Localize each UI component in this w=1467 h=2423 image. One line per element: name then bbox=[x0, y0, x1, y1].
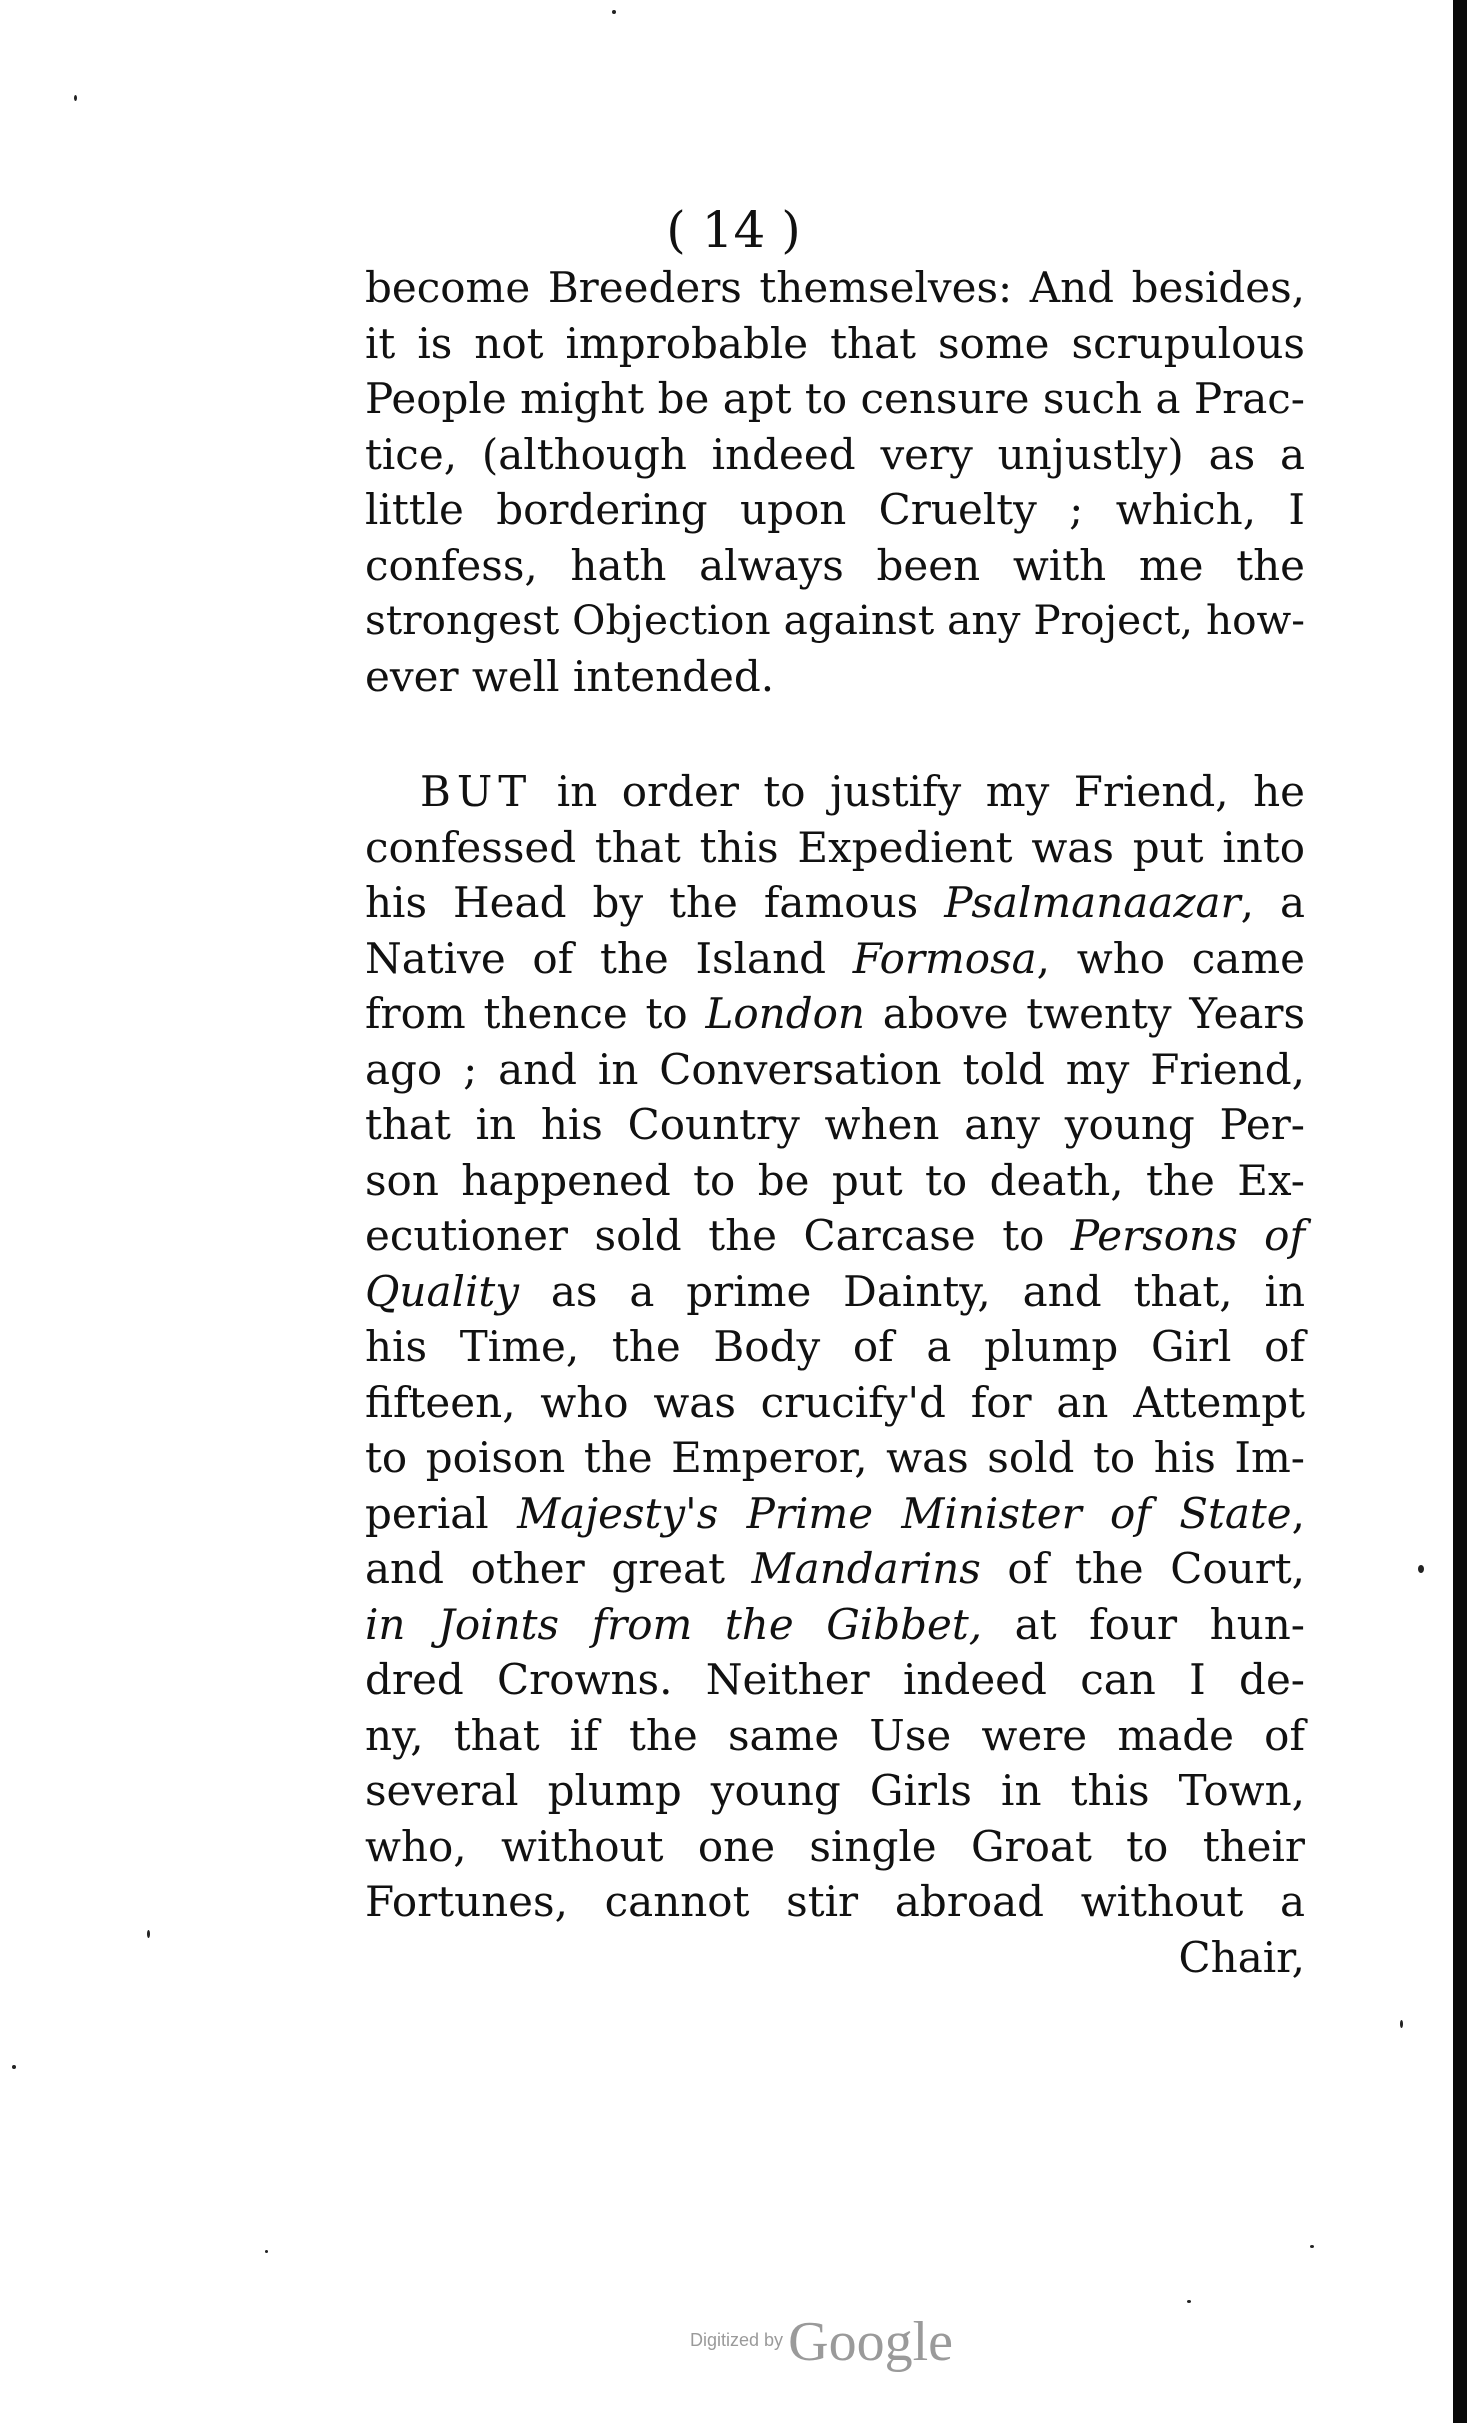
text-run: as a prime Dainty, and that, in bbox=[519, 1266, 1305, 1316]
text-run: that in his Country when any young Per- bbox=[365, 1100, 1305, 1149]
italic-text: Mandarins bbox=[751, 1544, 981, 1593]
text-run: several plump young Girls in this Town, bbox=[365, 1766, 1305, 1815]
text-line bbox=[365, 649, 1305, 705]
text-line bbox=[365, 1763, 1305, 1819]
text-run: his Time, the Body of a plump Girl of bbox=[365, 1322, 1305, 1371]
text-run: from thence to bbox=[365, 989, 706, 1038]
italic-text: Persons of bbox=[1070, 1211, 1305, 1260]
text-run: BUT bbox=[420, 767, 533, 816]
text-line bbox=[365, 538, 1305, 594]
text-run: Fortunes, cannot stir abroad without a bbox=[365, 1877, 1305, 1926]
text-line bbox=[365, 593, 1305, 649]
text-line bbox=[365, 482, 1305, 538]
text-line bbox=[365, 764, 1305, 820]
text-line bbox=[365, 1097, 1305, 1153]
text-run: in order to justify my Friend, he bbox=[532, 767, 1305, 816]
text-run: , a bbox=[1240, 878, 1305, 927]
scan-speck bbox=[74, 95, 77, 101]
body-text bbox=[365, 260, 1305, 1985]
text-line bbox=[365, 1597, 1305, 1653]
text-line bbox=[365, 316, 1305, 372]
text-run: his Head by the famous bbox=[365, 878, 945, 927]
text-run: confessed that this Expedient was put into bbox=[365, 822, 1305, 872]
text-line bbox=[365, 427, 1305, 483]
text-line bbox=[365, 1208, 1305, 1264]
text-line bbox=[365, 1486, 1305, 1542]
text-run: confess, hath always been with me the bbox=[365, 540, 1305, 590]
digitized-by-label: Digitized by bbox=[690, 2330, 784, 2350]
page-edge-shadow bbox=[1453, 0, 1467, 2423]
text-line bbox=[365, 1652, 1305, 1708]
digitization-watermark bbox=[690, 2310, 953, 2373]
paragraph-gap bbox=[365, 704, 1305, 764]
text-line bbox=[365, 1042, 1305, 1098]
scan-speck bbox=[12, 2065, 16, 2069]
text-run: Native of the Island bbox=[365, 933, 853, 983]
text-line bbox=[365, 820, 1305, 876]
text-run: at four hun- bbox=[982, 1599, 1305, 1649]
text-run: it is not improbable that some scrupulous bbox=[365, 318, 1305, 368]
text-line bbox=[365, 931, 1305, 987]
italic-text: Majesty's Prime Minister of State bbox=[517, 1488, 1292, 1538]
text-run: , bbox=[1291, 1488, 1305, 1538]
text-line bbox=[365, 1708, 1305, 1764]
text-run: fifteen, who was crucify'd for an Attempt bbox=[365, 1377, 1305, 1427]
text-run: ever well intended. bbox=[365, 651, 775, 701]
scan-speck bbox=[147, 1930, 150, 1938]
scan-speck bbox=[1187, 2300, 1191, 2303]
text-run: to poison the Emperor, was sold to his Im- bbox=[365, 1433, 1305, 1482]
text-line bbox=[365, 1819, 1305, 1875]
italic-text: Psalmanaazar bbox=[944, 878, 1241, 927]
text-run: and other great bbox=[365, 1544, 752, 1593]
text-line bbox=[365, 1541, 1305, 1597]
italic-text: Formosa bbox=[852, 933, 1037, 983]
scan-speck bbox=[1400, 2020, 1403, 2028]
text-line bbox=[365, 1319, 1305, 1375]
scan-speck bbox=[1310, 2245, 1314, 2248]
text-run: People might be apt to censure such a Prac- bbox=[365, 374, 1305, 423]
text-run: become Breeders themselves: And besides, bbox=[365, 263, 1305, 312]
text-line bbox=[365, 1874, 1305, 1930]
text-run: ny, that if the same Use were made of bbox=[365, 1710, 1305, 1760]
text-run: ago ; and in Conversation told my Friend, bbox=[365, 1044, 1305, 1094]
scan-speck bbox=[265, 2250, 268, 2253]
paragraph bbox=[365, 764, 1305, 1930]
text-run: strongest Objection against any Project, how- bbox=[365, 596, 1305, 644]
text-run: ecutioner sold the Carcase to bbox=[365, 1211, 1071, 1260]
scan-speck bbox=[1418, 1565, 1424, 1573]
catchword: Chair, bbox=[1178, 1932, 1305, 1982]
text-line bbox=[365, 1264, 1305, 1320]
paragraph bbox=[365, 260, 1305, 704]
text-run: of the Court, bbox=[980, 1544, 1306, 1593]
google-logo: Google bbox=[788, 2311, 953, 2373]
text-run: perial bbox=[365, 1488, 518, 1538]
text-run: little bordering upon Cruelty ; which, I bbox=[365, 485, 1305, 534]
scan-speck bbox=[612, 10, 616, 14]
text-line bbox=[365, 875, 1305, 931]
text-line bbox=[365, 371, 1305, 427]
text-line bbox=[365, 986, 1305, 1042]
text-run: , who came bbox=[1036, 933, 1305, 983]
text-run: dred Crowns. Neither indeed can I de- bbox=[365, 1655, 1305, 1704]
page-number: ( 14 ) bbox=[666, 201, 801, 259]
italic-text: London bbox=[705, 989, 865, 1038]
text-run: tice, (although indeed very unjustly) as a bbox=[365, 429, 1305, 479]
text-line bbox=[365, 1375, 1305, 1431]
text-run: above twenty Years bbox=[864, 989, 1306, 1038]
italic-text: in Joints from the Gibbet, bbox=[365, 1599, 983, 1649]
text-run: son happened to be put to death, the Ex- bbox=[365, 1155, 1305, 1205]
text-line bbox=[365, 1153, 1305, 1209]
italic-text: Quality bbox=[365, 1266, 519, 1316]
text-line bbox=[365, 260, 1305, 316]
text-run: who, without one single Groat to their bbox=[365, 1821, 1305, 1871]
text-line bbox=[365, 1430, 1305, 1486]
